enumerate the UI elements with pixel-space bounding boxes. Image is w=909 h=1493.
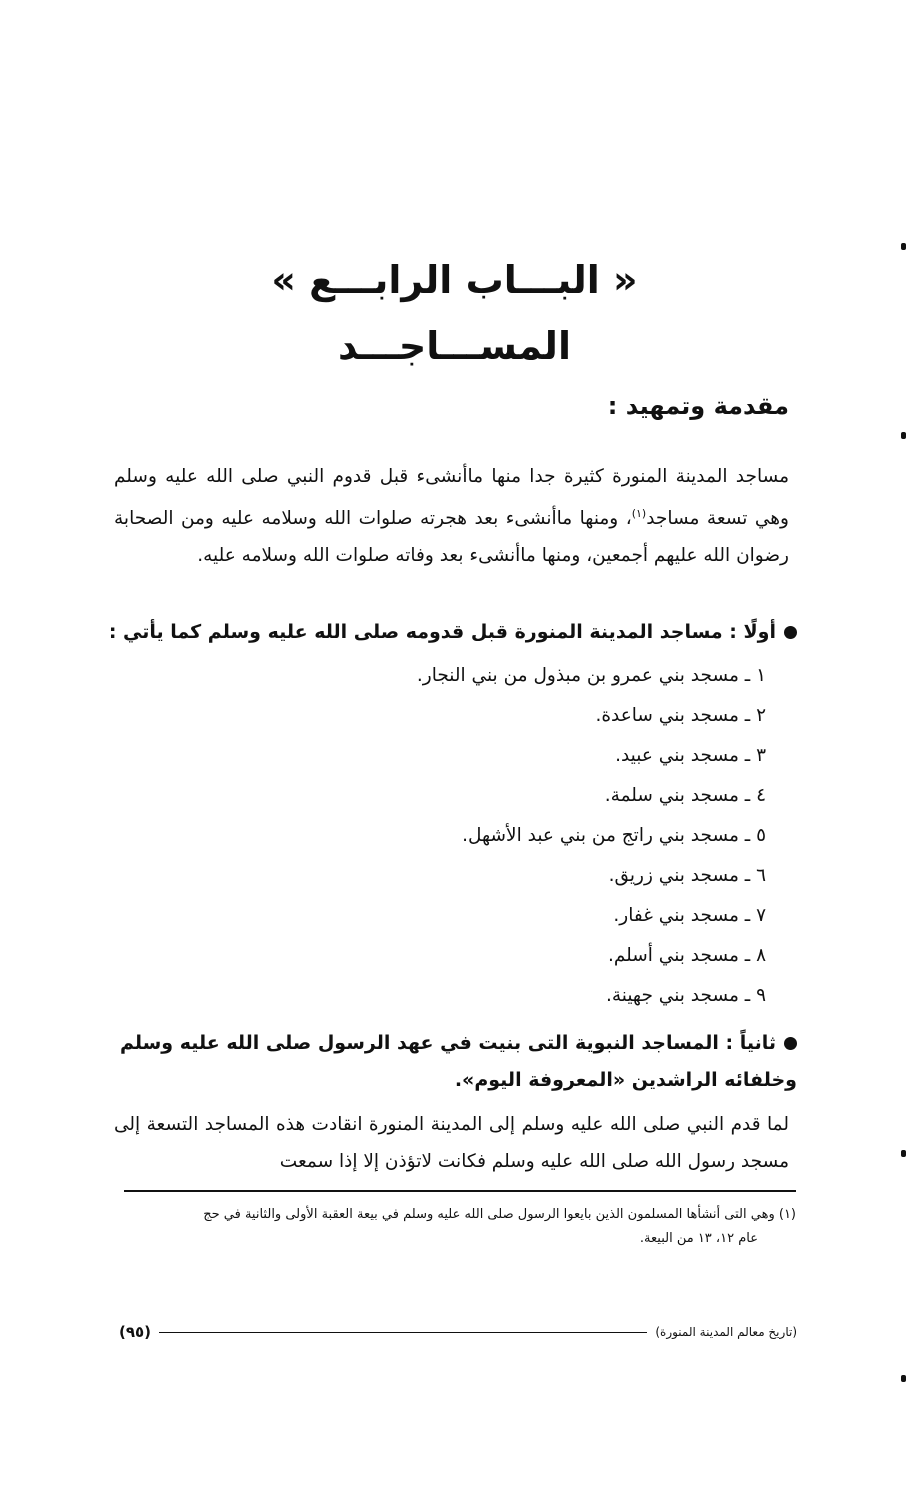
scan-edge-mark xyxy=(901,243,906,250)
page-number: (٩٥) xyxy=(119,1323,152,1341)
closing-paragraph: لما قدم النبي صلى الله عليه وسلم إلى المدينة المنورة انقادت هذه المساجد التسعة إلى مسجد رسول الله صلى الله عليه وسلم فكانت لاتؤذن إلا إذا سمعت xyxy=(114,1114,789,1172)
footnote-divider xyxy=(124,1190,796,1192)
footnote-reference[interactable]: (١) xyxy=(631,507,647,520)
list-item: ٨ ـ مسجد بني أسلم. xyxy=(607,945,766,966)
intro-paragraph-part2: ، ومنها ماأنشىء بعد هجرته صلوات الله وسلامه عليه ومن الصحابة رضوان الله عليهم أجمعين، ومنها ماأنشىء بعد وفاته صلوات الله وسلامه عليه. xyxy=(114,508,789,567)
chapter-subtitle: المســـاجـــد xyxy=(338,324,571,368)
mosque-list xyxy=(417,656,766,1016)
second-heading xyxy=(107,1025,797,1099)
footnote-line2: عام ١٢، ١٣ من البيعة. xyxy=(639,1231,758,1246)
first-heading-text: أولًا : مساجد المدينة المنورة قبل قدومه صلى الله عليه وسلم كما يأتي : xyxy=(108,621,776,643)
section-heading: مقدمة وتمهيد : xyxy=(607,392,789,420)
footnote xyxy=(121,1203,796,1251)
list-item: ٩ ـ مسجد بني جهينة. xyxy=(605,985,766,1006)
second-heading-lead: ثانياً : xyxy=(725,1032,776,1054)
intro-paragraph xyxy=(114,458,789,574)
list-item: ٧ ـ مسجد بني غفار. xyxy=(613,905,766,926)
footer-rule xyxy=(159,1332,647,1333)
list-item: ٣ ـ مسجد بني عبيد. xyxy=(615,745,766,766)
footnote-line1: وهي التى أنشأها المسلمون الذين بايعوا الرسول صلى الله عليه وسلم في بيعة العقبة الأولى والثانية في حج xyxy=(203,1207,775,1222)
footer-book-title: (تاريخ معالم المدينة المنورة) xyxy=(655,1325,797,1339)
scan-edge-mark xyxy=(901,1375,906,1382)
list-item: ٦ ـ مسجد بني زريق. xyxy=(608,865,766,886)
list-item: ٢ ـ مسجد بني ساعدة. xyxy=(595,705,766,726)
chapter-title: « البـــاب الرابـــع » xyxy=(271,258,638,302)
scan-edge-mark xyxy=(901,432,906,439)
footnote-marker: (١) xyxy=(778,1207,796,1222)
first-heading xyxy=(107,614,797,651)
list-item: ١ ـ مسجد بني عمرو بن مبذول من بني النجار. xyxy=(416,665,766,686)
chapter-title-block xyxy=(0,250,909,376)
bullet-icon xyxy=(784,626,797,639)
second-heading-text: المساجد النبوية التى بنيت في عهد الرسول صلى الله عليه وسلم وخلفائه الراشدين «المعروفة اليوم». xyxy=(119,1032,797,1091)
list-item: ٤ ـ مسجد بني سلمة. xyxy=(604,785,766,806)
list-item: ٥ ـ مسجد بني راتج من بني عبد الأشهل. xyxy=(462,825,766,846)
intro-paragraph-part1: مساجد المدينة المنورة كثيرة جدا منها ماأنشىء قبل قدوم النبي صلى الله عليه وسلم وهي تسعة مساجد xyxy=(114,466,789,530)
page-footer xyxy=(119,1320,797,1344)
bullet-icon xyxy=(784,1037,797,1050)
scan-edge-mark xyxy=(901,1150,906,1157)
